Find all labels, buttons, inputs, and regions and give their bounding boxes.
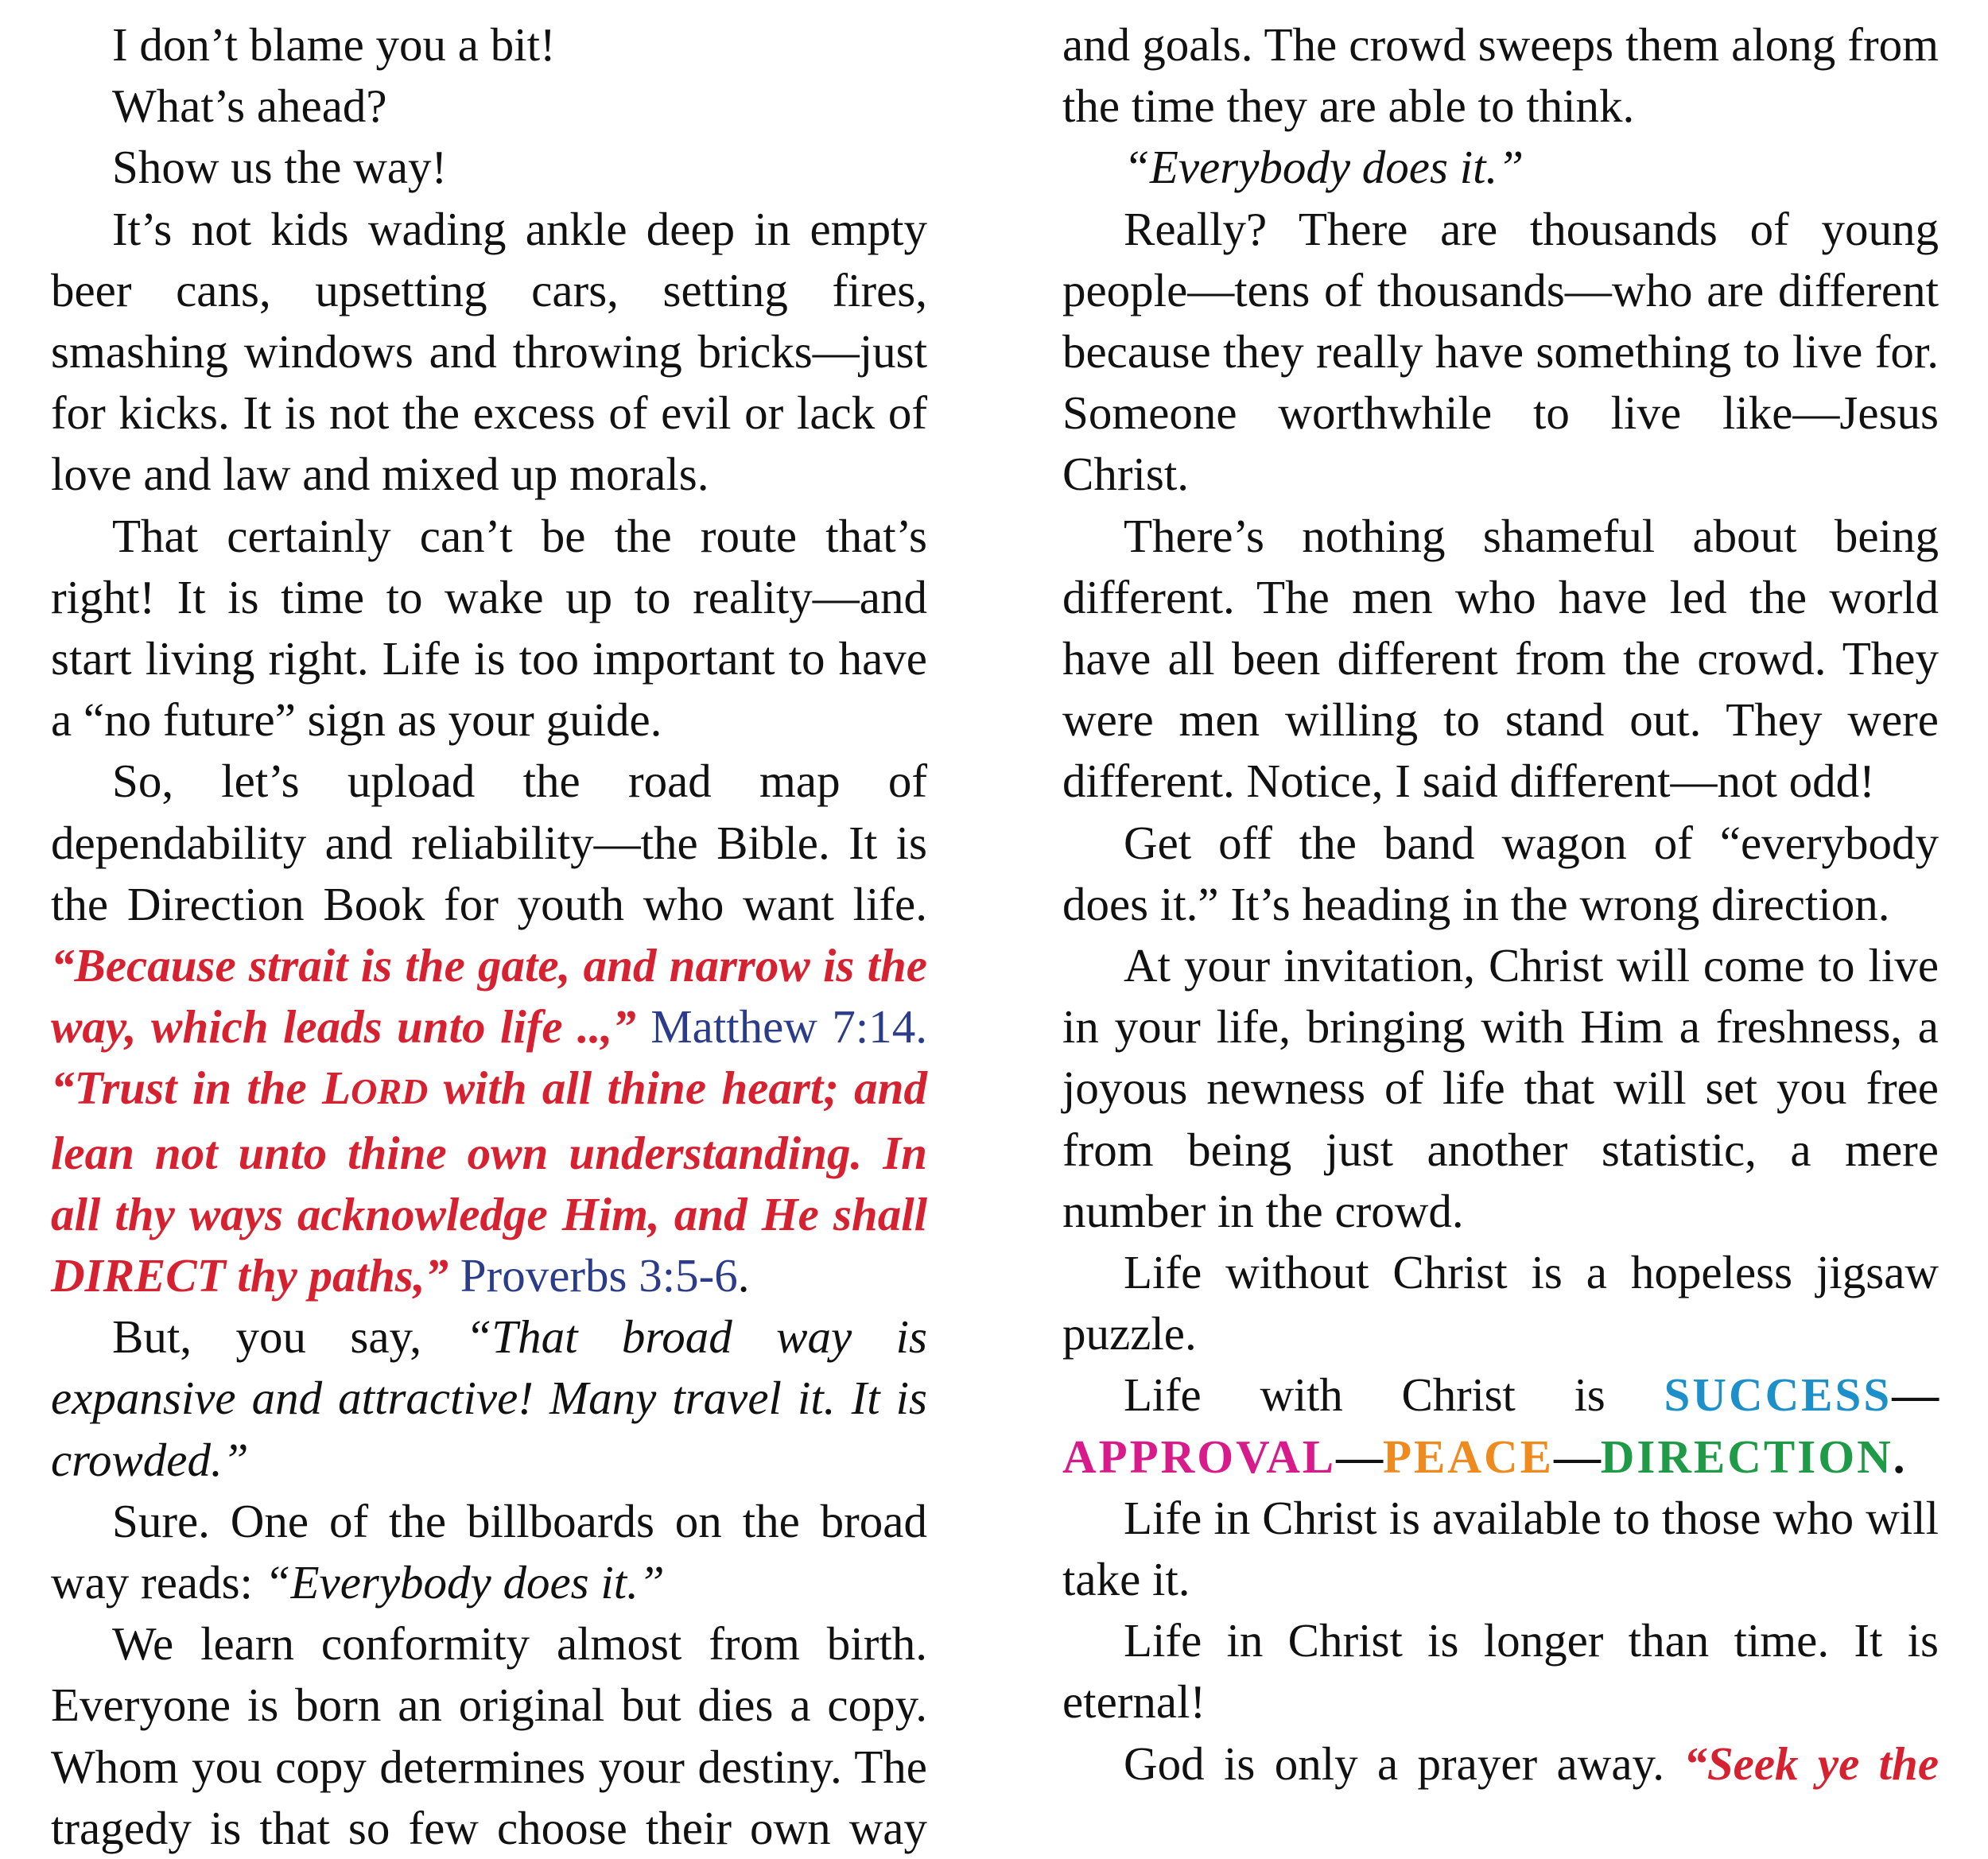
paragraph: Life without Christ is a hopeless jigsaw puzzle. [1062,1246,1939,1360]
paragraph: Really? There are thousands of young people—tens of thousands—who are different because they really have something to live for. Someone worthwhile to live like—Jesus Christ. [1062,202,1939,501]
paragraph [51,751,927,1306]
small-caps-lord-rest: ORD [351,1071,429,1112]
keyword-direction: DIRECTION [1600,1430,1893,1483]
keyword-approval: APPROVAL [1062,1430,1337,1483]
italic-quote: “Everybody does it.” [1124,141,1524,194]
verse-text: “Trust in the [51,1061,323,1115]
verse-text: with all thine heart; and lean not unto thine own understanding. In all thy ways acknowledge Him, and He shall DIRECT thy paths,” [51,1061,927,1302]
dash: — [1553,1430,1601,1483]
paragraph-text: Sure. One of the billboards on the broad way reads: [51,1494,927,1609]
left-column [51,14,927,1859]
paragraph-text: Life with Christ is [1124,1368,1606,1422]
paragraph: What’s ahead? [112,80,387,133]
scripture-reference: Matthew 7:14. [650,1000,927,1054]
paragraph: We learn conformity almost from birth. Everyone is born an original but dies a copy. Whom you copy determines your destiny. The tragedy is that so few choose their own way [51,1617,927,1854]
paragraph: Get off the band wagon of “everybody does it.” It’s heading in the wrong direction. [1062,816,1939,930]
punctuation: . [737,1249,750,1302]
scripture-quote: “Because strait is the gate, and narrow is the way, which leads unto life ..,” [51,939,927,1054]
punctuation: . [1893,1430,1905,1483]
italic-quote: “That broad way is expansive and attractive! Many travel it. It is crowded.” [51,1310,928,1486]
paragraph [1062,1364,1939,1487]
paragraph: At your invitation, Christ will come to live in your life, bringing with Him a freshness, a joyous newness of life that will set you free from being just another statistic, a mere number in the crowd. [1062,939,1939,1237]
paragraph: Life in Christ is available to those who will take it. [1062,1491,1939,1606]
dash: — [1892,1368,1939,1422]
paragraph-text: God is only a prayer away. [1124,1737,1664,1790]
paragraph [1062,1733,1939,1795]
paragraph-text: So, let’s upload the road map of dependability and reliability—the Bible. It is the Direction Book for youth who want life. [51,755,927,930]
small-caps-lord-initial: L [322,1061,351,1115]
paragraph: That certainly can’t be the route that’s right! It is time to wake up to reality—and start living right. Life is too important to have a “no future” sign as your guide. [51,509,927,747]
paragraph: It’s not kids wading ankle deep in empty beer cans, upsetting cars, setting fires, smashing windows and throwing bricks—just for kicks. It is not the excess of evil or lack of love and law and mixed up morals. [51,202,927,501]
keyword-peace: PEACE [1382,1430,1554,1483]
paragraph-continued: and goals. The crowd sweeps them along from the time they are able to think. [1062,18,1939,133]
paragraph-text: But, you say, [112,1310,421,1364]
italic-quote: “Everybody does it.” [264,1556,665,1609]
paragraph: Life in Christ is longer than time. It is eternal! [1062,1614,1939,1729]
paragraph: Show us the way! [112,141,448,194]
scripture-quote: “Seek ye the [1683,1737,1939,1790]
keyword-success: SUCCESS [1664,1368,1893,1422]
paragraph: I don’t blame you a bit! [112,18,556,71]
paragraph: There’s nothing shameful about being different. The men who have led the world have all been different from the crowd. They were men willing to stand out. They were different. Notice, I said different—not odd! [1062,509,1939,808]
paragraph [51,1306,927,1491]
dash: — [1336,1430,1383,1483]
scripture-reference: Proverbs 3:5-6 [460,1249,738,1302]
right-column [1062,14,1939,1795]
paragraph [51,1491,927,1613]
